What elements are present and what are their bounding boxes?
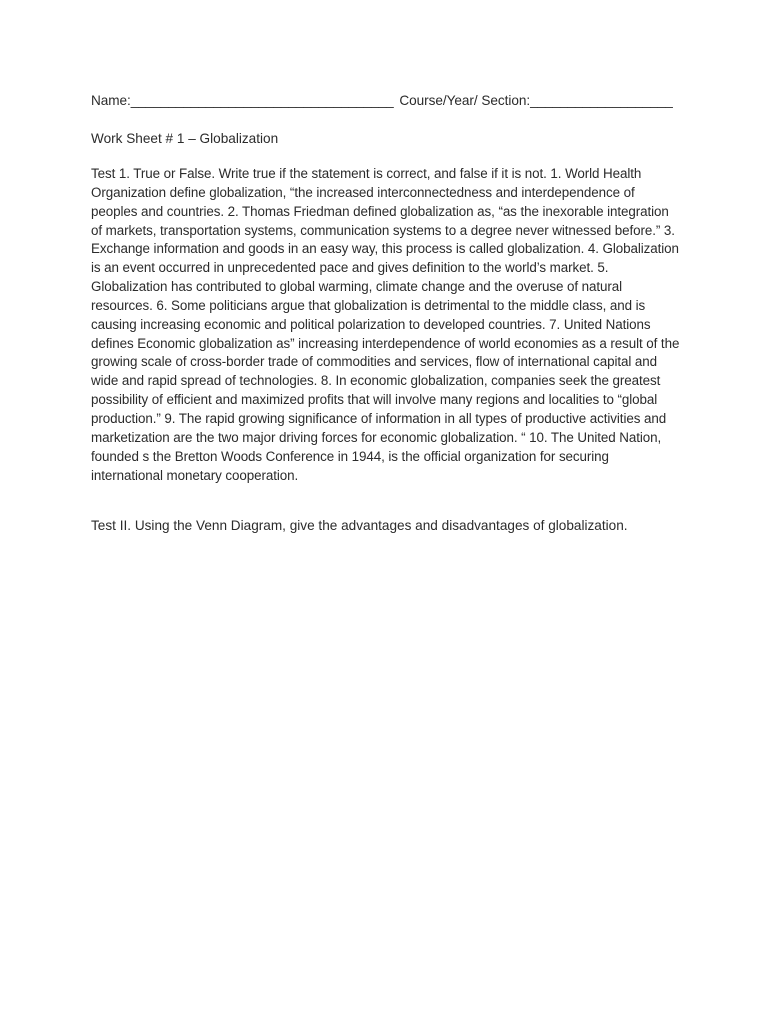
worksheet-title: Work Sheet # 1 – Globalization bbox=[91, 131, 279, 146]
test1-paragraph: Test 1. True or False. Write true if the statement is correct, and false if it is not. 1. World Health Organization define globalization, “the increased interconnectedness and interdependence of peoples and countries. 2. Thomas Friedman defined globalization as, “as the inexorable integration of markets, transportation systems, communication systems to a degree never witnessed before.” 3. Exchange information and goods in an easy way, this process is called globalization. 4. Globalization is an event occurred in unprecedented pace and gives definition to the world’s market. 5. Globalization has contributed to global warming, climate change and the overuse of natural resources. 6. Some politicians argue that globalization is detrimental to the middle class, and is causing increasing economic and political polarization to developed countries. 7. United Nations defines Economic globalization as” increasing interdependence of world economies as a result of the growing scale of cross-border trade of commodities and services, flow of international capital and wide and rapid spread of technologies. 8. In economic globalization, companies seek the greatest possibility of efficient and maximized profits that will involve many regions and localities to “global production.” 9. The rapid growing significance of information in all types of productive activities and marketization are the two major driving forces for economic globalization. “ 10. The United Nation, founded s the Bretton Woods Conference in 1944, is the official organization for securing international monetary cooperation. bbox=[91, 166, 680, 483]
header-fields bbox=[91, 93, 673, 108]
name-field-label: Name:___________________________________ bbox=[91, 93, 394, 108]
test2-instruction: Test II. Using the Venn Diagram, give the advantages and disadvantages of globalization. bbox=[91, 518, 628, 533]
course-year-section-field-label: Course/Year/ Section:___________________ bbox=[399, 93, 673, 108]
